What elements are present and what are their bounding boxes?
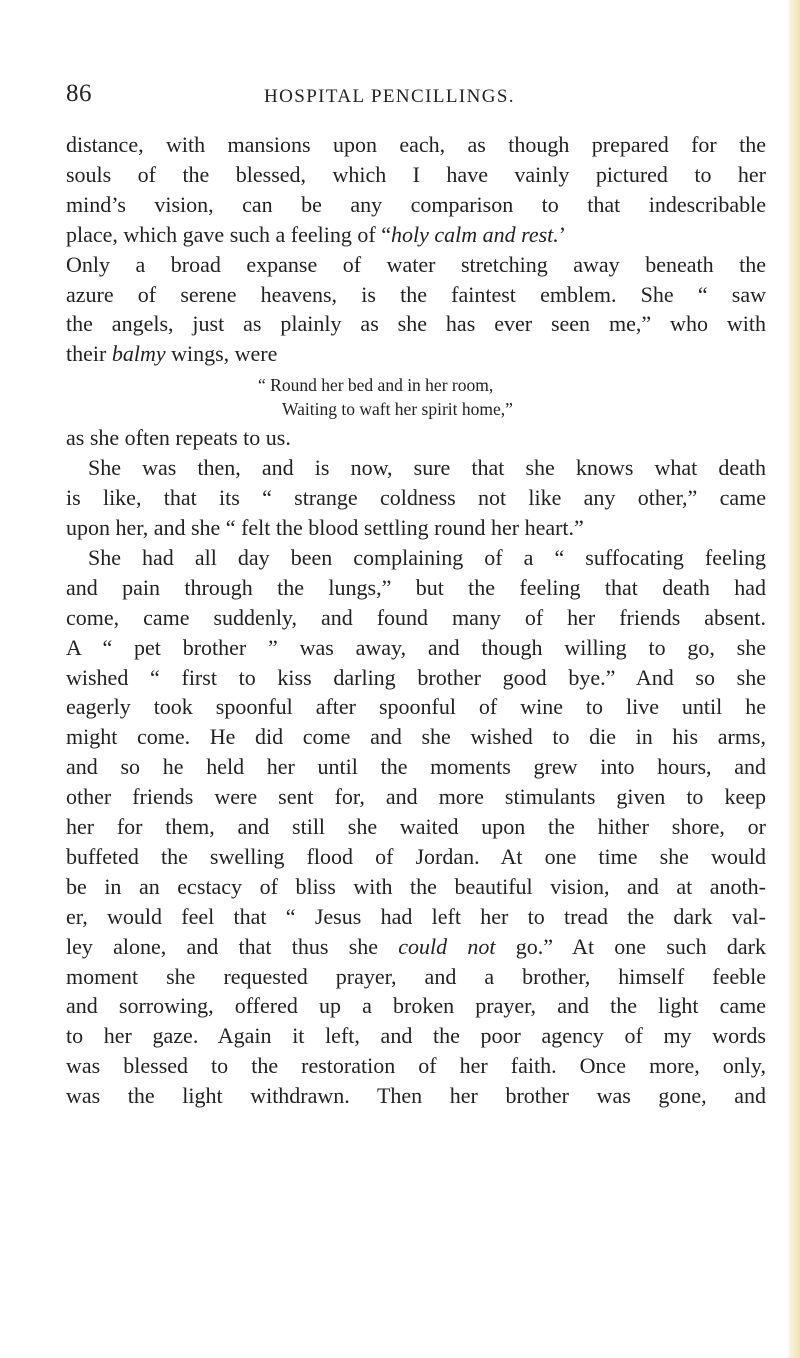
text-line: as she often repeats to us. [66,425,291,451]
text-run: ’ [558,221,567,247]
text-line: wished “ first to kiss darling brother good bye.” And so she [66,664,766,690]
body-text [66,130,766,1111]
paragraph-start-line: She had all day been complaining of a “ suffocating feeling [88,544,766,570]
text-line: distance, with mansions upon each, as though prepared for the [66,132,766,157]
page-header [66,80,766,114]
text-line: Only a broad expanse of water stretching away beneath the [66,251,766,277]
running-title: HOSPITAL PENCILLINGS. [264,86,515,107]
text-line: moment she requested prayer, and a brother, himself feeble [66,963,766,989]
text-line: souls of the blessed, which I have vainly pictured to her [66,161,766,187]
text-line: and pain through the lungs,” but the feeling that death had [66,574,766,600]
text-line: is like, that its “ strange coldness not like any other,” came [66,485,766,511]
italic-phrase: could not [398,933,496,959]
text-run: ley alone, and that thus she [66,933,399,959]
text-line: the angels, just as plainly as she has ever seen me,” who with [66,311,766,337]
text-line [66,220,766,250]
verse-line: “ Round her bed and in her room, [258,375,494,396]
text-line: eagerly took spoonful after spoonful of wine to live until he [66,694,766,720]
text-run: place, which gave such a feeling of “ [66,221,391,247]
text-line: A “ pet brother ” was away, and though willing to go, she [66,634,766,660]
text-line: mind’s vision, can be any comparison to that indescribable [66,191,766,217]
italic-phrase: holy calm and rest. [390,221,559,247]
text-line: other friends were sent for, and more stimulants given to keep [66,784,766,810]
text-run: wings, were [165,341,278,367]
text-line: was the light withdrawn. Then her brother was gone, and [66,1083,766,1109]
text-line: be in an ecstacy of bliss with the beautiful vision, and at anoth- [66,873,766,899]
page-number: 86 [66,80,92,107]
text-run: go.” At one such dark [495,933,766,959]
verse-line: Waiting to waft her spirit home,” [282,399,513,420]
text-line [66,932,766,962]
text-line: come, came suddenly, and found many of her friends absent. [66,604,766,630]
text-line: upon her, and she “ felt the blood settling round her heart.” [66,514,584,540]
text-line: was blessed to the restoration of her faith. Once more, only, [66,1053,766,1079]
paragraph-start-line: She was then, and is now, sure that she knows what death [88,455,766,481]
text-line: azure of serene heavens, is the faintest emblem. She “ saw [66,281,766,307]
text-line: er, would feel that “ Jesus had left her to tread the dark val- [66,903,766,929]
text-line: buffeted the swelling flood of Jordan. At one time she would [66,843,766,869]
text-line: her for them, and still she waited upon the hither shore, or [66,814,766,840]
text-line: and so he held her until the moments grew into hours, and [66,754,766,780]
page-edge [786,0,800,1358]
text-line: and sorrowing, offered up a broken prayer, and the light came [66,993,766,1019]
text-line: might come. He did come and she wished to die in his arms, [66,724,766,750]
text-line [66,339,766,369]
text-run: their [66,341,112,367]
italic-word: balmy [111,341,166,367]
text-line: to her gaze. Again it left, and the poor agency of my words [66,1023,766,1049]
